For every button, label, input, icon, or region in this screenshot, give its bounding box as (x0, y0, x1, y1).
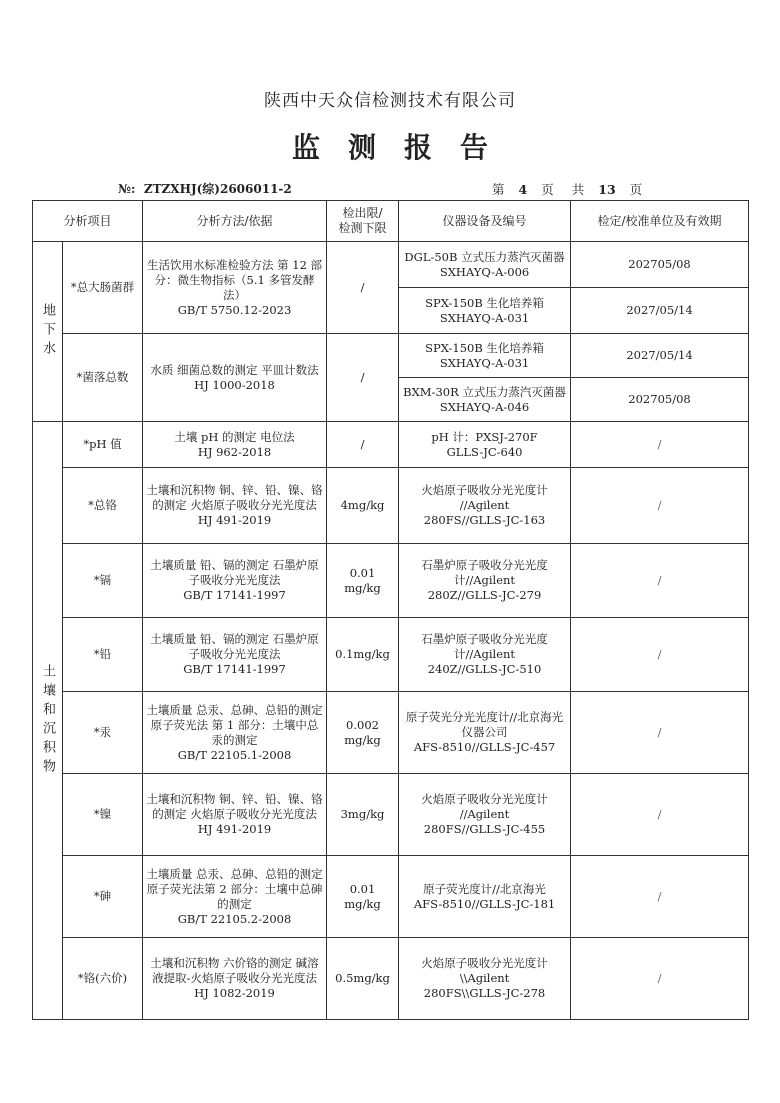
col-header-item: 分析项目 (33, 201, 143, 242)
limit-cell (327, 422, 399, 468)
method-cell (143, 242, 327, 334)
validity-cell (571, 618, 749, 692)
validity-cell-text: / (657, 647, 662, 661)
instrument-cell-text: 原子荧光分光光度计//北京海光仪器公司 AFS-8510//GLLS-JC-457 (405, 710, 564, 754)
method-cell-text: 生活饮用水标准检验方法 第 12 部分：微生物指标（5.1 多管发酵法） GB/T 5750.12-2023 (146, 257, 323, 317)
validity-cell (571, 774, 749, 856)
total-unit: 页 (629, 182, 643, 197)
instrument-cell-text: 火焰原子吸收分光光度计 \\Agilent 280FS\\GLLS-JC-278 (421, 956, 548, 1000)
limit-cell-text: 0.01 mg/kg (344, 565, 381, 595)
item-name-text: *镍 (93, 807, 112, 821)
item-name-text: *铅 (93, 647, 112, 661)
method-cell-text: 土壤质量 铅、镉的测定 石墨炉原子吸收分光光度法 GB/T 17141-1997 (150, 558, 319, 602)
validity-cell (571, 378, 749, 422)
item-name (63, 618, 143, 692)
instrument-cell (399, 378, 571, 422)
instrument-cell-text: 石墨炉原子吸收分光光度计//Agilent 280Z//GLLS-JC-279 (421, 558, 548, 602)
table-row (33, 242, 749, 288)
validity-cell-text: / (657, 889, 662, 903)
item-name-text: *菌落总数 (76, 370, 129, 384)
method-cell (143, 856, 327, 938)
total-prefix: 共 (571, 182, 585, 197)
method-cell (143, 692, 327, 774)
category-cell (33, 242, 63, 422)
validity-cell (571, 468, 749, 544)
limit-cell-text: 0.01 mg/kg (344, 881, 381, 911)
validity-cell (571, 288, 749, 334)
monitoring-table (32, 200, 749, 1020)
validity-cell (571, 938, 749, 1020)
instrument-cell-text: SPX-150B 生化培养箱 SXHAYQ-A-031 (425, 295, 544, 325)
validity-cell (571, 544, 749, 618)
limit-cell-text: 4mg/kg (340, 498, 385, 512)
instrument-cell (399, 468, 571, 544)
instrument-cell (399, 774, 571, 856)
validity-cell-text: / (657, 725, 662, 739)
instrument-cell-text: 火焰原子吸收分光光度计 //Agilent 280FS//GLLS-JC-455 (421, 792, 548, 836)
validity-cell (571, 334, 749, 378)
item-name (63, 422, 143, 468)
limit-cell (327, 544, 399, 618)
table-row (33, 468, 749, 544)
item-name (63, 242, 143, 334)
limit-cell (327, 692, 399, 774)
col-header-instrument: 仪器设备及编号 (399, 201, 571, 242)
page-info (492, 180, 642, 198)
method-cell (143, 774, 327, 856)
method-cell (143, 618, 327, 692)
limit-cell (327, 618, 399, 692)
category-cell (33, 422, 63, 1020)
limit-cell-text: / (360, 437, 365, 451)
page-prefix: 第 (492, 182, 505, 197)
table-row (33, 774, 749, 856)
validity-cell-text: / (657, 498, 662, 512)
item-name-text: *总大肠菌群 (70, 280, 135, 294)
col-header-limit: 检出限/ 检测下限 (327, 201, 399, 242)
limit-cell-text: / (360, 280, 365, 294)
page-number: 4 (518, 182, 528, 197)
validity-cell (571, 422, 749, 468)
instrument-cell (399, 856, 571, 938)
item-name (63, 468, 143, 544)
method-cell-text: 土壤质量 总汞、总砷、总铅的测定 原子荧光法 第 1 部分：土壤中总汞的测定 GB/T 22105.1-2008 (146, 702, 323, 762)
method-cell-text: 土壤 pH 的测定 电位法 HJ 962-2018 (174, 429, 295, 459)
item-name (63, 544, 143, 618)
item-name-text: *砷 (93, 889, 112, 903)
item-name-text: *镉 (93, 573, 112, 587)
method-cell-text: 土壤和沉积物 铜、锌、铅、镍、铬的测定 火焰原子吸收分光光度法 HJ 491-2019 (146, 483, 323, 527)
validity-cell-text: 2027/05/14 (626, 303, 693, 317)
method-cell-text: 土壤和沉积物 六价铬的测定 碱溶液提取-火焰原子吸收分光光度法 HJ 1082-2019 (150, 956, 319, 1000)
table-row (33, 692, 749, 774)
instrument-cell (399, 544, 571, 618)
instrument-cell (399, 242, 571, 288)
instrument-cell (399, 288, 571, 334)
instrument-cell-text: 火焰原子吸收分光光度计 //Agilent 280FS//GLLS-JC-163 (421, 483, 548, 527)
instrument-cell (399, 334, 571, 378)
table-row (33, 856, 749, 938)
validity-cell (571, 856, 749, 938)
item-name (63, 856, 143, 938)
method-cell (143, 544, 327, 618)
instrument-cell (399, 422, 571, 468)
method-cell (143, 422, 327, 468)
instrument-cell-text: SPX-150B 生化培养箱 SXHAYQ-A-031 (425, 340, 544, 370)
category-cell-text: 土壤和沉积物 (40, 663, 55, 778)
table-row (33, 938, 749, 1020)
table-header-row (33, 201, 749, 242)
method-cell (143, 334, 327, 422)
limit-cell-text: 3mg/kg (340, 807, 385, 821)
limit-cell (327, 938, 399, 1020)
item-name-text: *pH 值 (83, 437, 122, 451)
method-cell-text: 土壤和沉积物 铜、锌、铅、镍、铬的测定 火焰原子吸收分光光度法 HJ 491-2019 (146, 792, 323, 836)
table-row (33, 334, 749, 378)
document-number (118, 180, 292, 197)
doc-no-value: ZTZXHJ(综)2606011-2 (143, 182, 292, 196)
col-header-validity: 检定/校准单位及有效期 (571, 201, 749, 242)
table-row (33, 422, 749, 468)
company-name: 陕西中天众信检测技术有限公司 (264, 91, 516, 111)
item-name-text: *总铬 (88, 498, 117, 512)
validity-cell-text: / (657, 807, 662, 821)
limit-cell-text: 0.5mg/kg (335, 971, 390, 985)
item-name-text: *汞 (93, 725, 112, 739)
item-name (63, 334, 143, 422)
table-row (33, 544, 749, 618)
instrument-cell (399, 938, 571, 1020)
item-name (63, 774, 143, 856)
doc-no-label: №: (118, 182, 136, 196)
instrument-cell (399, 618, 571, 692)
limit-cell (327, 242, 399, 334)
limit-cell-text: / (360, 370, 365, 384)
limit-cell-text: 0.1mg/kg (335, 647, 390, 661)
validity-cell-text: 202705/08 (628, 257, 691, 271)
table-row (33, 618, 749, 692)
instrument-cell-text: DGL-50B 立式压力蒸汽灭菌器 SXHAYQ-A-006 (404, 249, 565, 279)
total-pages: 13 (598, 182, 616, 197)
instrument-cell-text: BXM-30R 立式压力蒸汽灭菌器 SXHAYQ-A-046 (403, 384, 566, 414)
validity-cell-text: 202705/08 (628, 392, 691, 406)
item-name-text: *铬(六价) (77, 971, 128, 985)
validity-cell (571, 692, 749, 774)
instrument-cell-text: 原子荧光度计//北京海光 AFS-8510//GLLS-JC-181 (413, 881, 556, 911)
method-cell-text: 土壤质量 铅、镉的测定 石墨炉原子吸收分光光度法 GB/T 17141-1997 (150, 632, 319, 676)
limit-cell-text: 0.002 mg/kg (344, 717, 381, 747)
validity-cell-text: / (657, 437, 662, 451)
item-name (63, 692, 143, 774)
validity-cell-text: / (657, 971, 662, 985)
item-name (63, 938, 143, 1020)
category-cell-text: 地下水 (40, 303, 55, 360)
instrument-cell-text: 石墨炉原子吸收分光光度计//Agilent 240Z//GLLS-JC-510 (421, 632, 548, 676)
method-cell-text: 水质 细菌总数的测定 平皿计数法 HJ 1000-2018 (150, 362, 319, 392)
method-cell-text: 土壤质量 总汞、总砷、总铅的测定原子荧光法第 2 部分：土壤中总砷的测定 GB/T 22105.2-2008 (146, 866, 323, 926)
validity-cell-text: 2027/05/14 (626, 348, 693, 362)
limit-cell (327, 334, 399, 422)
limit-cell (327, 468, 399, 544)
page-unit: 页 (541, 182, 554, 197)
validity-cell-text: / (657, 573, 662, 587)
method-cell (143, 468, 327, 544)
limit-cell (327, 774, 399, 856)
limit-cell (327, 856, 399, 938)
instrument-cell-text: pH 计：PXSJ-270F GLLS-JC-640 (431, 429, 538, 459)
col-header-method: 分析方法/依据 (143, 201, 327, 242)
method-cell (143, 938, 327, 1020)
report-title: 监测报告 (291, 131, 516, 164)
instrument-cell (399, 692, 571, 774)
validity-cell (571, 242, 749, 288)
